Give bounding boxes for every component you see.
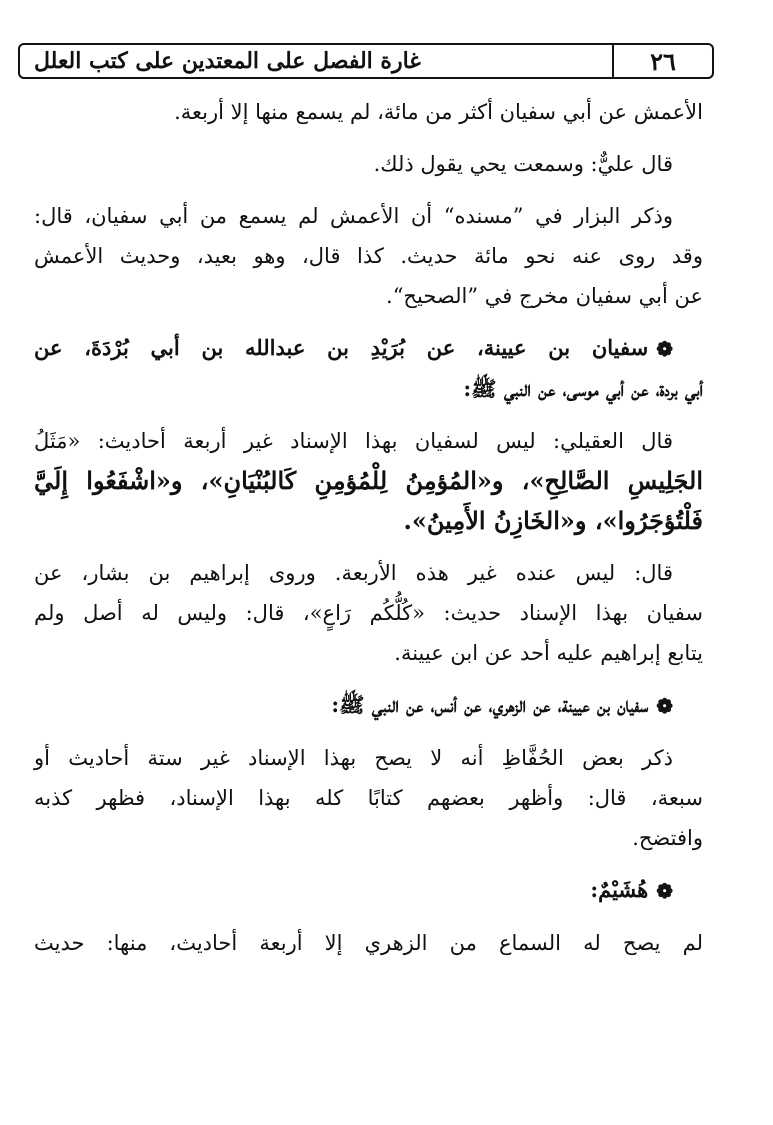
page-header	[18, 43, 714, 79]
heading-text: سفيان بن عيينة، عن الزهري، عن أنس، عن النبي ﷺ:	[331, 692, 649, 717]
heading-text: هُشَيْمٌ:	[590, 877, 649, 902]
text-line	[34, 328, 703, 369]
text-line: قال العقيلي: ليس لسفيان بهذا الإسناد غير أربعة أحاديث: «مَثَلُ	[34, 429, 673, 453]
page-body	[34, 92, 703, 975]
page-number-box	[612, 43, 712, 79]
text-line: وافتضح.	[632, 826, 703, 850]
text-line: الجَلِيسِ الصَّالِحِ»، و«المُؤمِنُ لِلْمُؤمِنِ كَالبُنْيَانِ»، و«اشْفَعُوا إِلَيَّ	[34, 466, 703, 495]
section-heading	[34, 328, 703, 409]
section-heading	[34, 685, 703, 726]
heading-text: سفيان بن عيينة، عن بُرَيْدِ بن عبدالله بن أبي بُرْدَةَ، عن	[34, 335, 649, 360]
text-line	[34, 685, 703, 726]
text-line: لم يصح له السماع من الزهري إلا أربعة أحاديث، منها: حديث	[34, 931, 703, 955]
text-line: وذكر البزار في ”مسنده“ أن الأعمش لم يسمع من أبي سفيان، قال:	[34, 204, 673, 228]
rosette-icon: ❁	[656, 879, 673, 903]
text-line: يتابع إبراهيم عليه أحد عن ابن عيينة.	[394, 641, 703, 665]
text-line: أبي بردة، عن أبي موسى، عن النبي ﷺ:	[463, 376, 703, 401]
text-line: قال عليٌّ: وسمعت يحي يقول ذلك.	[373, 152, 673, 176]
rosette-icon: ❁	[656, 694, 673, 718]
text-line: ذكر بعض الحُفَّاظِ أنه لا يصح بهذا الإسناد غير ستة أحاديث أو	[34, 746, 673, 770]
text-line: فَلْتُؤجَرُوا»، و«الخَازِنُ الأَمِينُ».	[403, 506, 703, 535]
text-line: قال: ليس عنده غير هذه الأربعة. وروى إبراهيم بن بشار، عن	[34, 561, 673, 585]
paragraph	[34, 144, 703, 184]
text-line: عن أبي سفيان مخرج في ”الصحيح“.	[386, 284, 703, 308]
section-heading	[34, 870, 703, 911]
rosette-icon: ❁	[656, 337, 673, 361]
paragraph	[34, 738, 703, 858]
text-line: سفيان بهذا الإسناد حديث: «كُلُّكُم رَاعٍ»، قال: وليس له أصل ولم	[34, 601, 703, 625]
paragraph	[34, 421, 703, 541]
text-line: سبعة، قال: وأظهر بعضهم كتابًا كله بهذا الإسناد، فظهر كذبه	[34, 786, 703, 810]
text-line: وقد روى عنه نحو مائة حديث. كذا قال، وهو بعيد، وحديث الأعمش	[34, 244, 703, 268]
paragraph	[34, 196, 703, 316]
book-title: غارة الفصل على المعتدين على كتب العلل	[34, 48, 421, 74]
text-line	[34, 870, 703, 911]
page-number: ٢٦	[650, 46, 676, 76]
paragraph	[34, 92, 703, 132]
paragraph	[34, 553, 703, 673]
text-line: الأعمش عن أبي سفيان أكثر من مائة، لم يسمع منها إلا أربعة.	[174, 100, 703, 124]
paragraph	[34, 923, 703, 963]
